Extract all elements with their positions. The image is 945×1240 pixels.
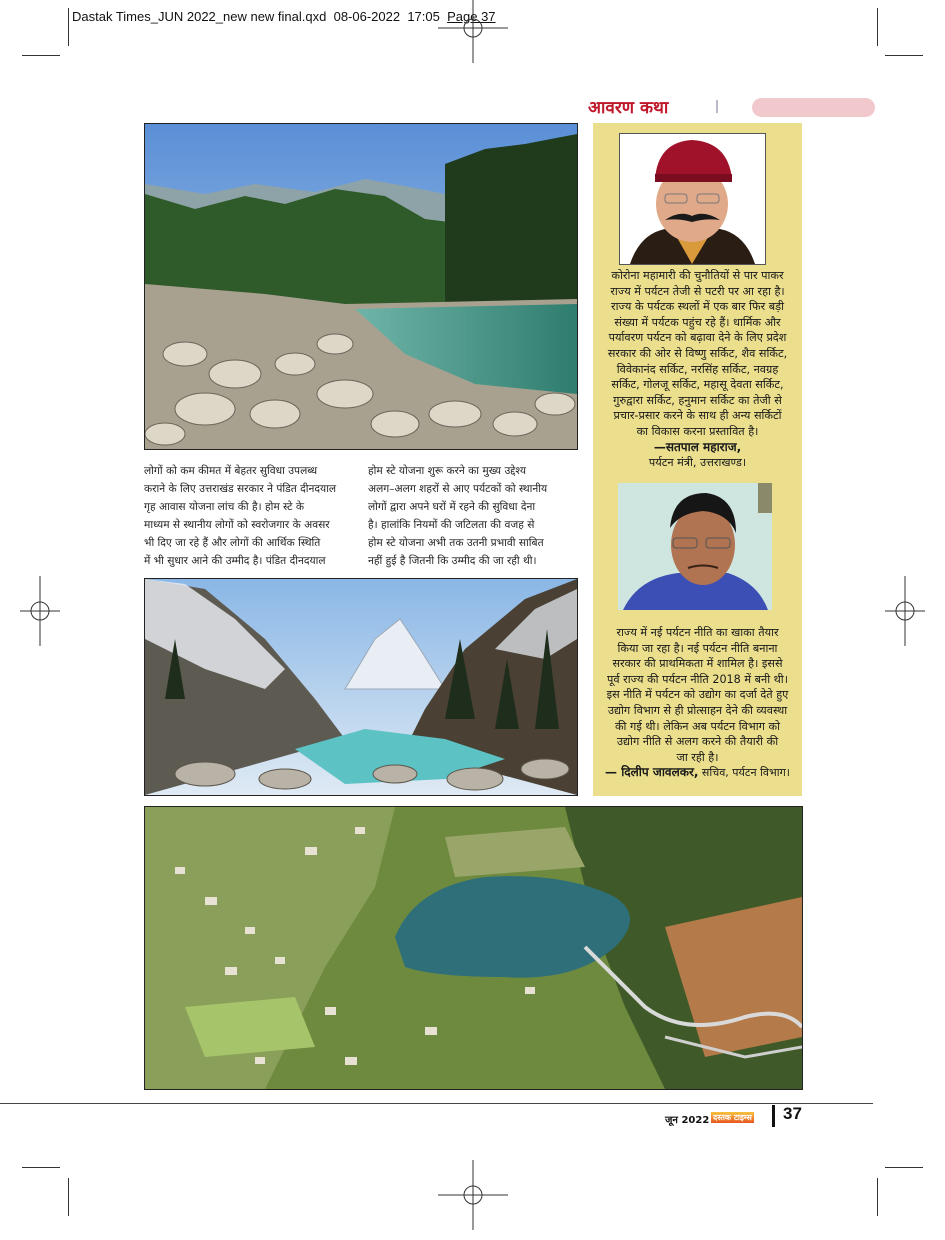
quote-dilip-jawalkar — [600, 625, 795, 781]
quote-author: —सतपाल महाराज, — [653, 439, 742, 454]
quote-line: पूर्व राज्य की पर्यटन नीति 2018 में बनी थी। — [607, 672, 788, 686]
slug-page: Page 37 — [447, 9, 496, 24]
slug-date: 08-06-2022 — [333, 9, 401, 24]
article-line: लोगों द्वारा अपने घरों में रहने की सुविधा देना — [368, 501, 536, 513]
quote-line: सर्किट, गोलजू सर्किट, महासू देवता सर्किट, — [611, 378, 784, 392]
article-line: अलग–अलग शहरों से आए पर्यटकों को स्थानीय — [368, 483, 548, 495]
quote-line: राज्य के पर्यटक स्थलों में एक बार फिर बड़ी — [611, 300, 784, 314]
article-line: होम स्टे योजना शुरू करने का मुख्य उद्देश्य — [368, 465, 527, 477]
crop-mark — [877, 8, 878, 46]
article-line: गृह आवास योजना लांच की है। होम स्टे के — [144, 501, 304, 513]
crop-mark — [22, 1167, 60, 1168]
crop-mark — [877, 1178, 878, 1216]
article-line: कराने के लिए उत्तराखंड सरकार ने पंडित दीनदयाल — [144, 483, 337, 495]
article-line: में भी सुधार आने की उम्मीद है। पंडित दीनदयाल — [144, 555, 326, 567]
quote-line: सरकार की ओर से विष्णु सर्किट, शैव सर्किट, — [607, 346, 788, 360]
quote-line: गुरुद्वारा सर्किट, हनुमान सर्किट का तेजी से — [613, 393, 782, 407]
quote-satpal-maharaj — [600, 268, 795, 471]
quote-line: राज्य में नई पर्यटन नीति का खाका तैयार — [616, 626, 779, 639]
crop-mark — [885, 1167, 923, 1168]
quote-line: का विकास करना प्रस्तावित है। — [636, 424, 759, 438]
footer-divider — [772, 1105, 775, 1127]
quote-line: उद्योग विभाग से ही प्रोत्साहन देने की व्यवस्था — [607, 703, 788, 717]
slug-file: Dastak Times_JUN 2022_new new final.qxd — [72, 9, 327, 24]
satpal-maharaj-portrait — [619, 133, 766, 265]
aerial-lake-photo — [144, 806, 803, 1090]
article-column-1 — [144, 462, 354, 570]
section-pill — [752, 98, 875, 117]
river-valley-photo — [144, 123, 578, 450]
crop-mark — [22, 55, 60, 56]
quote-line: की गई थी। लेकिन अब पर्यटन विभाग को — [614, 719, 781, 733]
dilip-jawalkar-portrait — [618, 483, 772, 610]
article-column-2 — [368, 462, 578, 570]
page-number: 37 — [783, 1104, 802, 1123]
quote-line: संख्या में पर्यटक पहुंच रहे हैं। धार्मिक और — [614, 315, 781, 329]
crop-mark — [885, 55, 923, 56]
slug-time: 17:05 — [407, 9, 440, 24]
crop-mark — [68, 8, 69, 46]
registration-mark-icon — [428, 1150, 518, 1240]
quote-author: — दिलीप जावलकर, — [605, 765, 699, 780]
quote-line: जा रही है। — [676, 750, 719, 764]
article-line: नहीं हुई है जितनी कि उम्मीद की जा रही थी। — [368, 555, 537, 567]
quote-line: किया जा रहा है। नई पर्यटन नीति बनाना — [617, 641, 778, 655]
article-line: लोगों को कम कीमत में बेहतर सुविधा उपलब्ध — [144, 465, 318, 477]
registration-mark-icon — [860, 566, 945, 656]
article-line: होम स्टे योजना अभी तक उतनी प्रभावी साबित — [368, 537, 544, 549]
registration-mark-icon — [428, 0, 518, 73]
quote-line: इस नीति में पर्यटन को उद्योग का दर्जा देते हुए — [606, 688, 789, 702]
registration-mark-icon — [0, 566, 85, 656]
quote-line: विवेकानंद सर्किट, नरसिंह सर्किट, नवग्रह — [616, 362, 779, 376]
magazine-logo: दस्तक टाइम्स — [713, 1113, 752, 1122]
quote-line: सरकार की प्राथमिकता में शामिल है। इससे — [612, 657, 783, 671]
crop-mark — [68, 1178, 69, 1216]
quote-designation: सचिव, पर्यटन विभाग। — [698, 766, 790, 780]
section-title: आवरण कथा — [588, 98, 669, 118]
quote-line: प्रचार-प्रसार करने के साथ ही अन्य सर्किटों — [613, 409, 782, 423]
quote-attribution — [600, 765, 795, 781]
footer-rule — [0, 1103, 873, 1104]
article-line: है। हालांकि नियमों की जटिलता की वजह से — [368, 519, 535, 531]
quote-line: उद्योग नीति से अलग करने की तैयारी की — [616, 735, 779, 749]
section-separator — [716, 100, 718, 113]
footer-date: जून 2022 — [665, 1115, 710, 1126]
article-line: भी दिए जा रहे हैं और लोगों की आर्थिक स्थिति — [144, 537, 321, 549]
quote-designation: पर्यटन मंत्री, उत्तराखण्ड। — [648, 456, 747, 470]
article-line: माध्यम से स्थानीय लोगों को स्वरोजगार के अवसर — [144, 519, 330, 531]
snowy-gorge-photo — [144, 578, 578, 796]
quote-line: राज्य में पर्यटन तेजी से पटरी पर आ रहा है। — [610, 284, 785, 298]
quote-line: कोरोना महामारी की चुनौतियों से पार पाकर — [611, 269, 784, 282]
quote-line: पर्यावरण पर्यटन को बढ़ावा देने के लिए प्रदेश — [608, 331, 787, 345]
